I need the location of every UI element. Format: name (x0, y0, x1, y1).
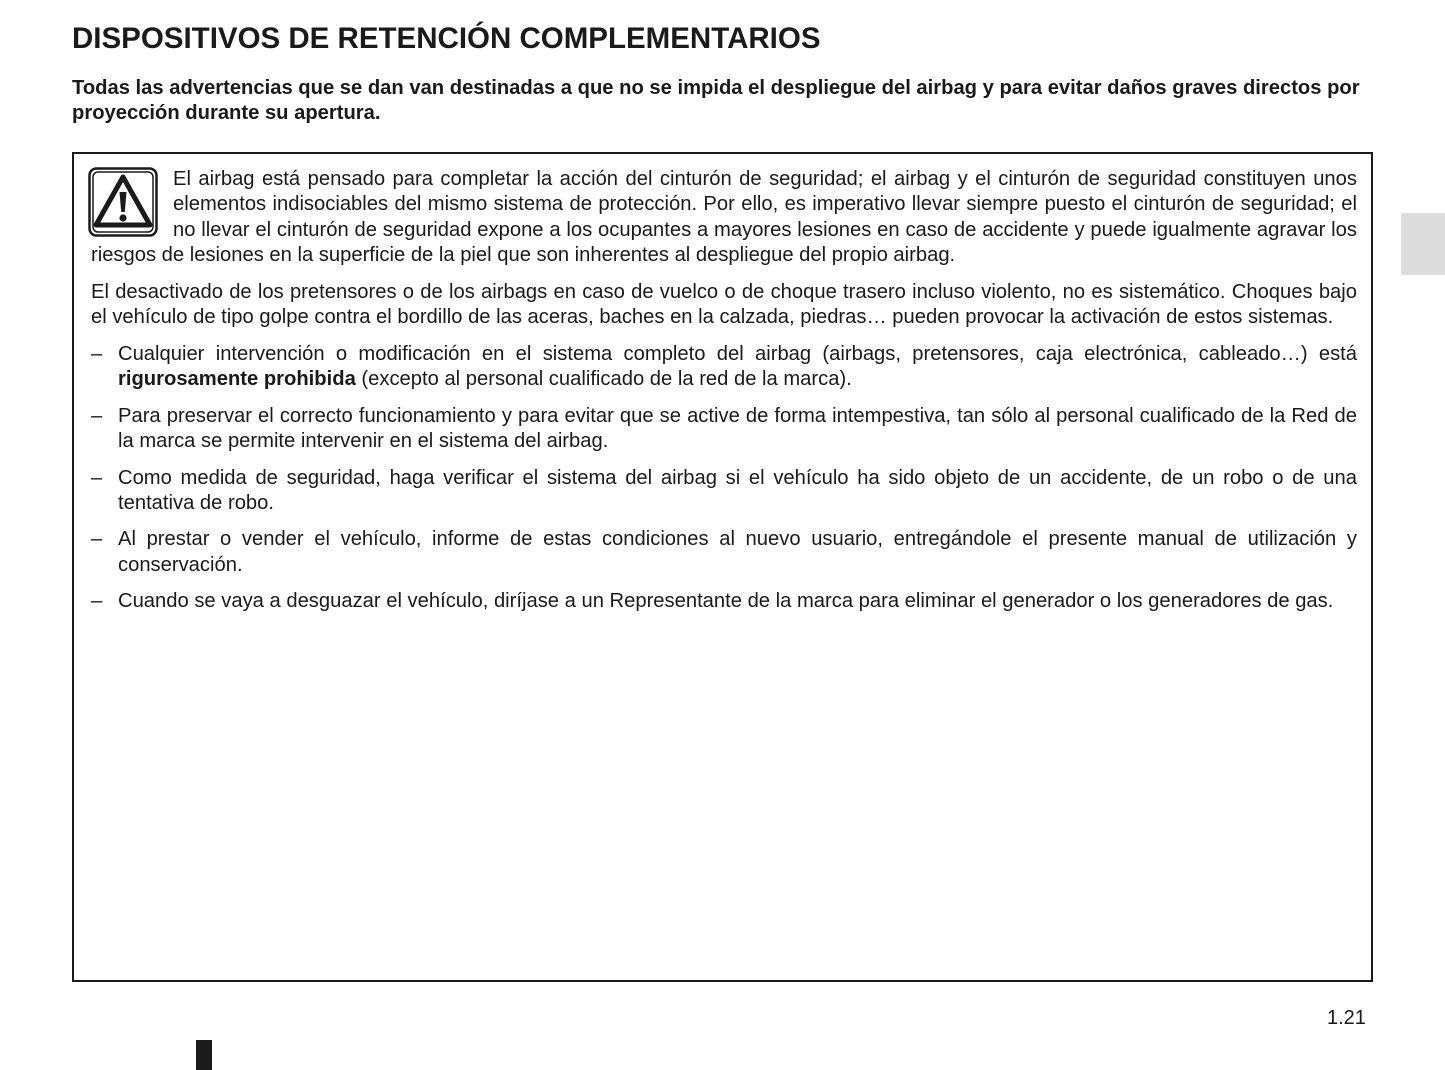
dash-marker: – (91, 590, 103, 613)
list-item (91, 527, 1357, 578)
list-item-text: Para preservar el correcto funcionamiento y para evitar que se active de forma intempestiva, tan sólo al personal cualificado de la Red de la marca se permite intervenir en el sistema del airbag. (118, 404, 1357, 452)
list-item (91, 466, 1357, 517)
warning-content (91, 167, 1357, 626)
dash-marker: – (91, 466, 103, 489)
list-item-emphasis: rigurosamente prohibida (118, 368, 356, 391)
warning-box (72, 152, 1373, 982)
dash-marker: – (91, 404, 103, 427)
list-item-text: Cualquier intervención o modificación en el sistema completo del airbag (airbags, pretensores, caja electrónica, cableado…) está (118, 342, 1357, 365)
list-item-text: (excepto al personal cualificado de la red de la marca). (355, 368, 852, 391)
intro-text: Todas las advertencias que se dan van destinadas a que no se impida el despliegue del airbag y para evitar daños graves directos por proyección durante su apertura. (72, 77, 1360, 124)
warning-list (91, 342, 1357, 615)
dash-marker: – (91, 342, 103, 365)
page-title: DISPOSITIVOS DE RETENCIÓN COMPLEMENTARIOS (72, 22, 821, 55)
section-tab (1401, 213, 1445, 275)
list-item (91, 342, 1357, 393)
page-number: 1.21 (1327, 1007, 1366, 1029)
dash-marker: – (91, 528, 103, 551)
list-item-text: Al prestar o vender el vehículo, informe de estas condiciones al nuevo usuario, entregándole el presente manual de utilización y conservación. (118, 528, 1357, 576)
list-item (91, 404, 1357, 455)
warning-paragraph-deactivation: El desactivado de los pretensores o de los airbags en caso de vuelco o de choque trasero incluso violento, no es sistemático. Choques bajo el vehículo de tipo golpe contra el bordillo de las aceras, baches en la calzada, piedras… pueden provocar la activación de estos sistemas. (91, 280, 1357, 328)
page-marker (196, 1040, 212, 1070)
list-item-text: Cuando se vaya a desguazar el vehículo, diríjase a un Representante de la marca para eliminar el generador o los generadores de gas. (118, 590, 1334, 613)
list-item-text: Como medida de seguridad, haga verificar el sistema del airbag si el vehículo ha sido objeto de un accidente, de un robo o de una tentativa de robo. (118, 466, 1357, 514)
warning-paragraph-airbag-belt: El airbag está pensado para completar la acción del cinturón de seguridad; el airbag y el cinturón de seguridad constituyen unos elementos indisociables del mismo sistema de protección. Por ello, es imperativo llevar siempre puesto el cinturón de seguridad; el no llevar el cinturón de seguridad expone a los ocupantes a mayores lesiones en caso de accidente y puede igualmente agravar los riesgos de lesiones en la superficie de la piel que son inherentes al despliegue del propio airbag. (91, 168, 1357, 266)
list-item (91, 589, 1357, 614)
